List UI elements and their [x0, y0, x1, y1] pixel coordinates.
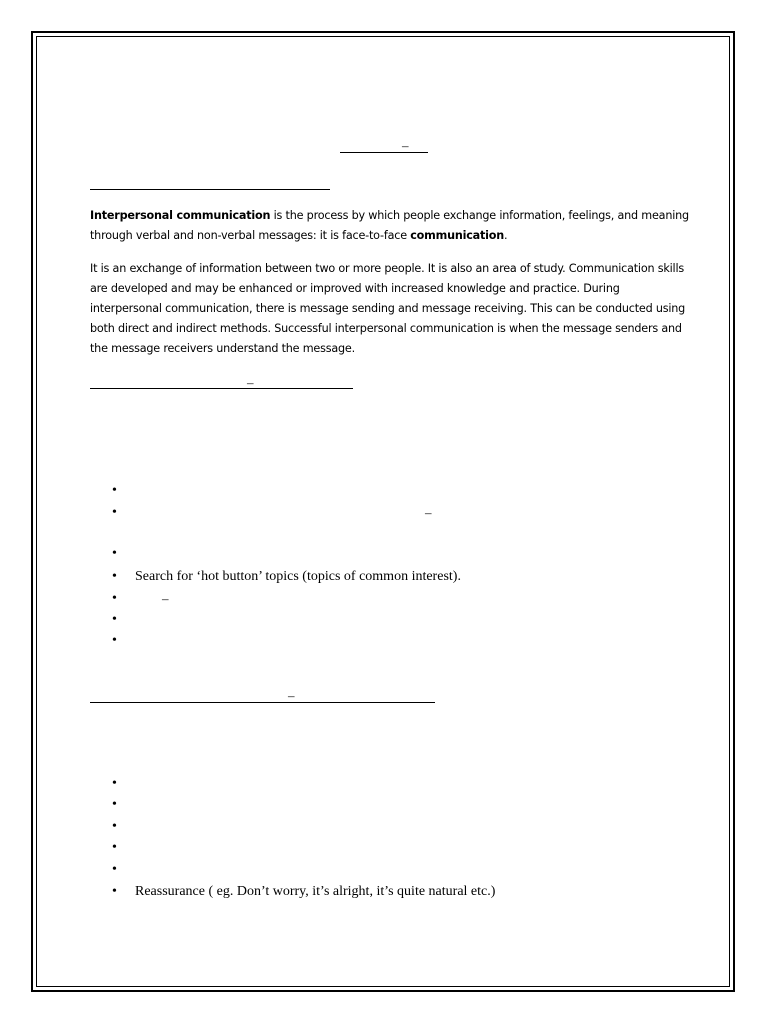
list1-item2-dash: –	[425, 505, 432, 520]
list2-bullet-2: •	[112, 797, 117, 812]
list2-bullet-1: •	[112, 776, 117, 791]
definition-period: .	[504, 229, 508, 242]
list1-bullet-2: •	[112, 505, 117, 520]
section3-dash: –	[288, 688, 295, 703]
list1-bullet-6: •	[112, 612, 117, 627]
section3-underline	[90, 702, 435, 703]
page-border-inner	[36, 36, 730, 987]
list2-bullet-6: •	[112, 884, 117, 899]
list2-item-reassurance: Reassurance ( eg. Don’t worry, it’s alright, it’s quite natural etc.)	[135, 884, 496, 899]
list2-bullet-3: •	[112, 819, 117, 834]
heading-underline	[90, 189, 330, 190]
term-communication: communication	[410, 229, 505, 242]
list1-bullet-5: •	[112, 591, 117, 606]
title-dash: –	[402, 138, 409, 153]
list1-item-hot-button: Search for ‘hot button’ topics (topics of common interest).	[135, 569, 461, 584]
description-paragraph: It is an exchange of information between two or more people. It is also an area of study. Communication skills are developed and may be enhanced or improved with increased knowledge and practice. During interpersonal communication, there is message sending and message receiving. This can be conducted using both direct and indirect methods. Successful interpersonal communication is when the message senders and the message receivers understand the message.	[90, 262, 686, 355]
section2-underline	[90, 388, 353, 389]
title-underline	[340, 152, 428, 153]
list1-bullet-1: •	[112, 483, 117, 498]
list1-bullet-7: •	[112, 633, 117, 648]
term-interpersonal-communication: Interpersonal communication	[90, 209, 271, 222]
section2-dash: –	[247, 375, 254, 390]
definition-paragraph	[90, 206, 690, 246]
list2-bullet-4: •	[112, 840, 117, 855]
list1-bullet-4: •	[112, 569, 117, 584]
list1-item5-dash: –	[162, 591, 169, 606]
definition-text: is the process by which people exchange information, feelings, and meaning through verbal and non-verbal messages: it is face-to-face	[90, 209, 689, 242]
list1-bullet-3: •	[112, 546, 117, 561]
list2-bullet-5: •	[112, 862, 117, 877]
